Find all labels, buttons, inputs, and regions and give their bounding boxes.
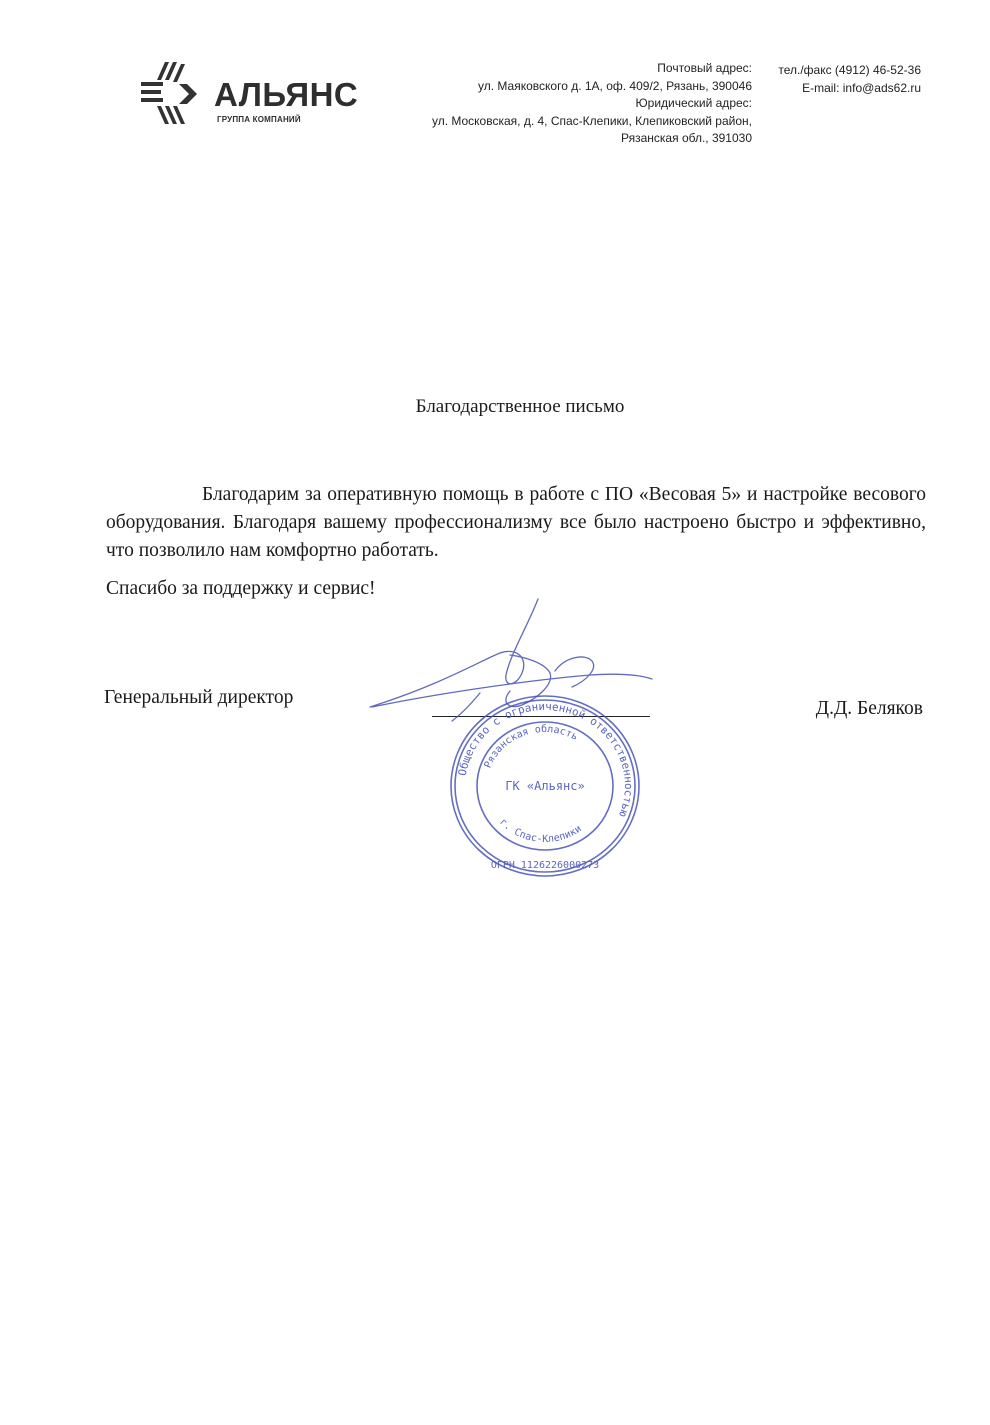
logo-subtitle: ГРУППА КОМПАНИЙ [217, 115, 301, 124]
address-line: ул. Московская, д. 4, Спас-Клепики, Клепиковский район, [431, 113, 752, 128]
stamp-outer-text: Общество с ограниченной ответственностью [455, 699, 636, 819]
email: E-mail: info@ads62.ru [802, 80, 921, 95]
logo-mark-icon [135, 58, 213, 130]
address-line: Рязанская обл., 391030 [621, 131, 752, 145]
thanks-line: Спасибо за поддержку и сервис! [106, 578, 376, 599]
handwritten-signature [360, 595, 660, 725]
stamp-ogrn: ОГРН 1126226000273 [490, 860, 600, 871]
logo-name: АЛЬЯНС [214, 76, 359, 113]
address-block [432, 60, 752, 148]
company-logo [135, 58, 365, 130]
address-line: ул. Маяковского д. 1А, оф. 409/2, Рязань, 390046 [478, 78, 752, 93]
address-line: Юридический адрес: [635, 96, 752, 110]
stamp-company: ГК «Альянс» [505, 779, 585, 793]
stamp-city: г. Спас-Клепики [497, 816, 584, 846]
phone-fax: тел./факс (4912) 46-52-36 [778, 63, 921, 77]
letter-paragraph: Благодарим за оперативную помощь в работе с ПО «Весовая 5» и настройке весового оборудования. Благодаря вашему профессионализму все было настроено быстро и эффективно, что позволило нам комфортно работать. [106, 484, 926, 561]
letter-title: Благодарственное письмо [415, 396, 625, 417]
contact-block [778, 62, 921, 97]
address-line: Почтовый адрес: [657, 61, 752, 75]
letter-body [106, 481, 926, 565]
stamp-region: Рязанская область [482, 723, 580, 770]
signatory-role: Генеральный директор [104, 687, 294, 708]
signatory-name: Д.Д. Беляков [815, 698, 923, 719]
